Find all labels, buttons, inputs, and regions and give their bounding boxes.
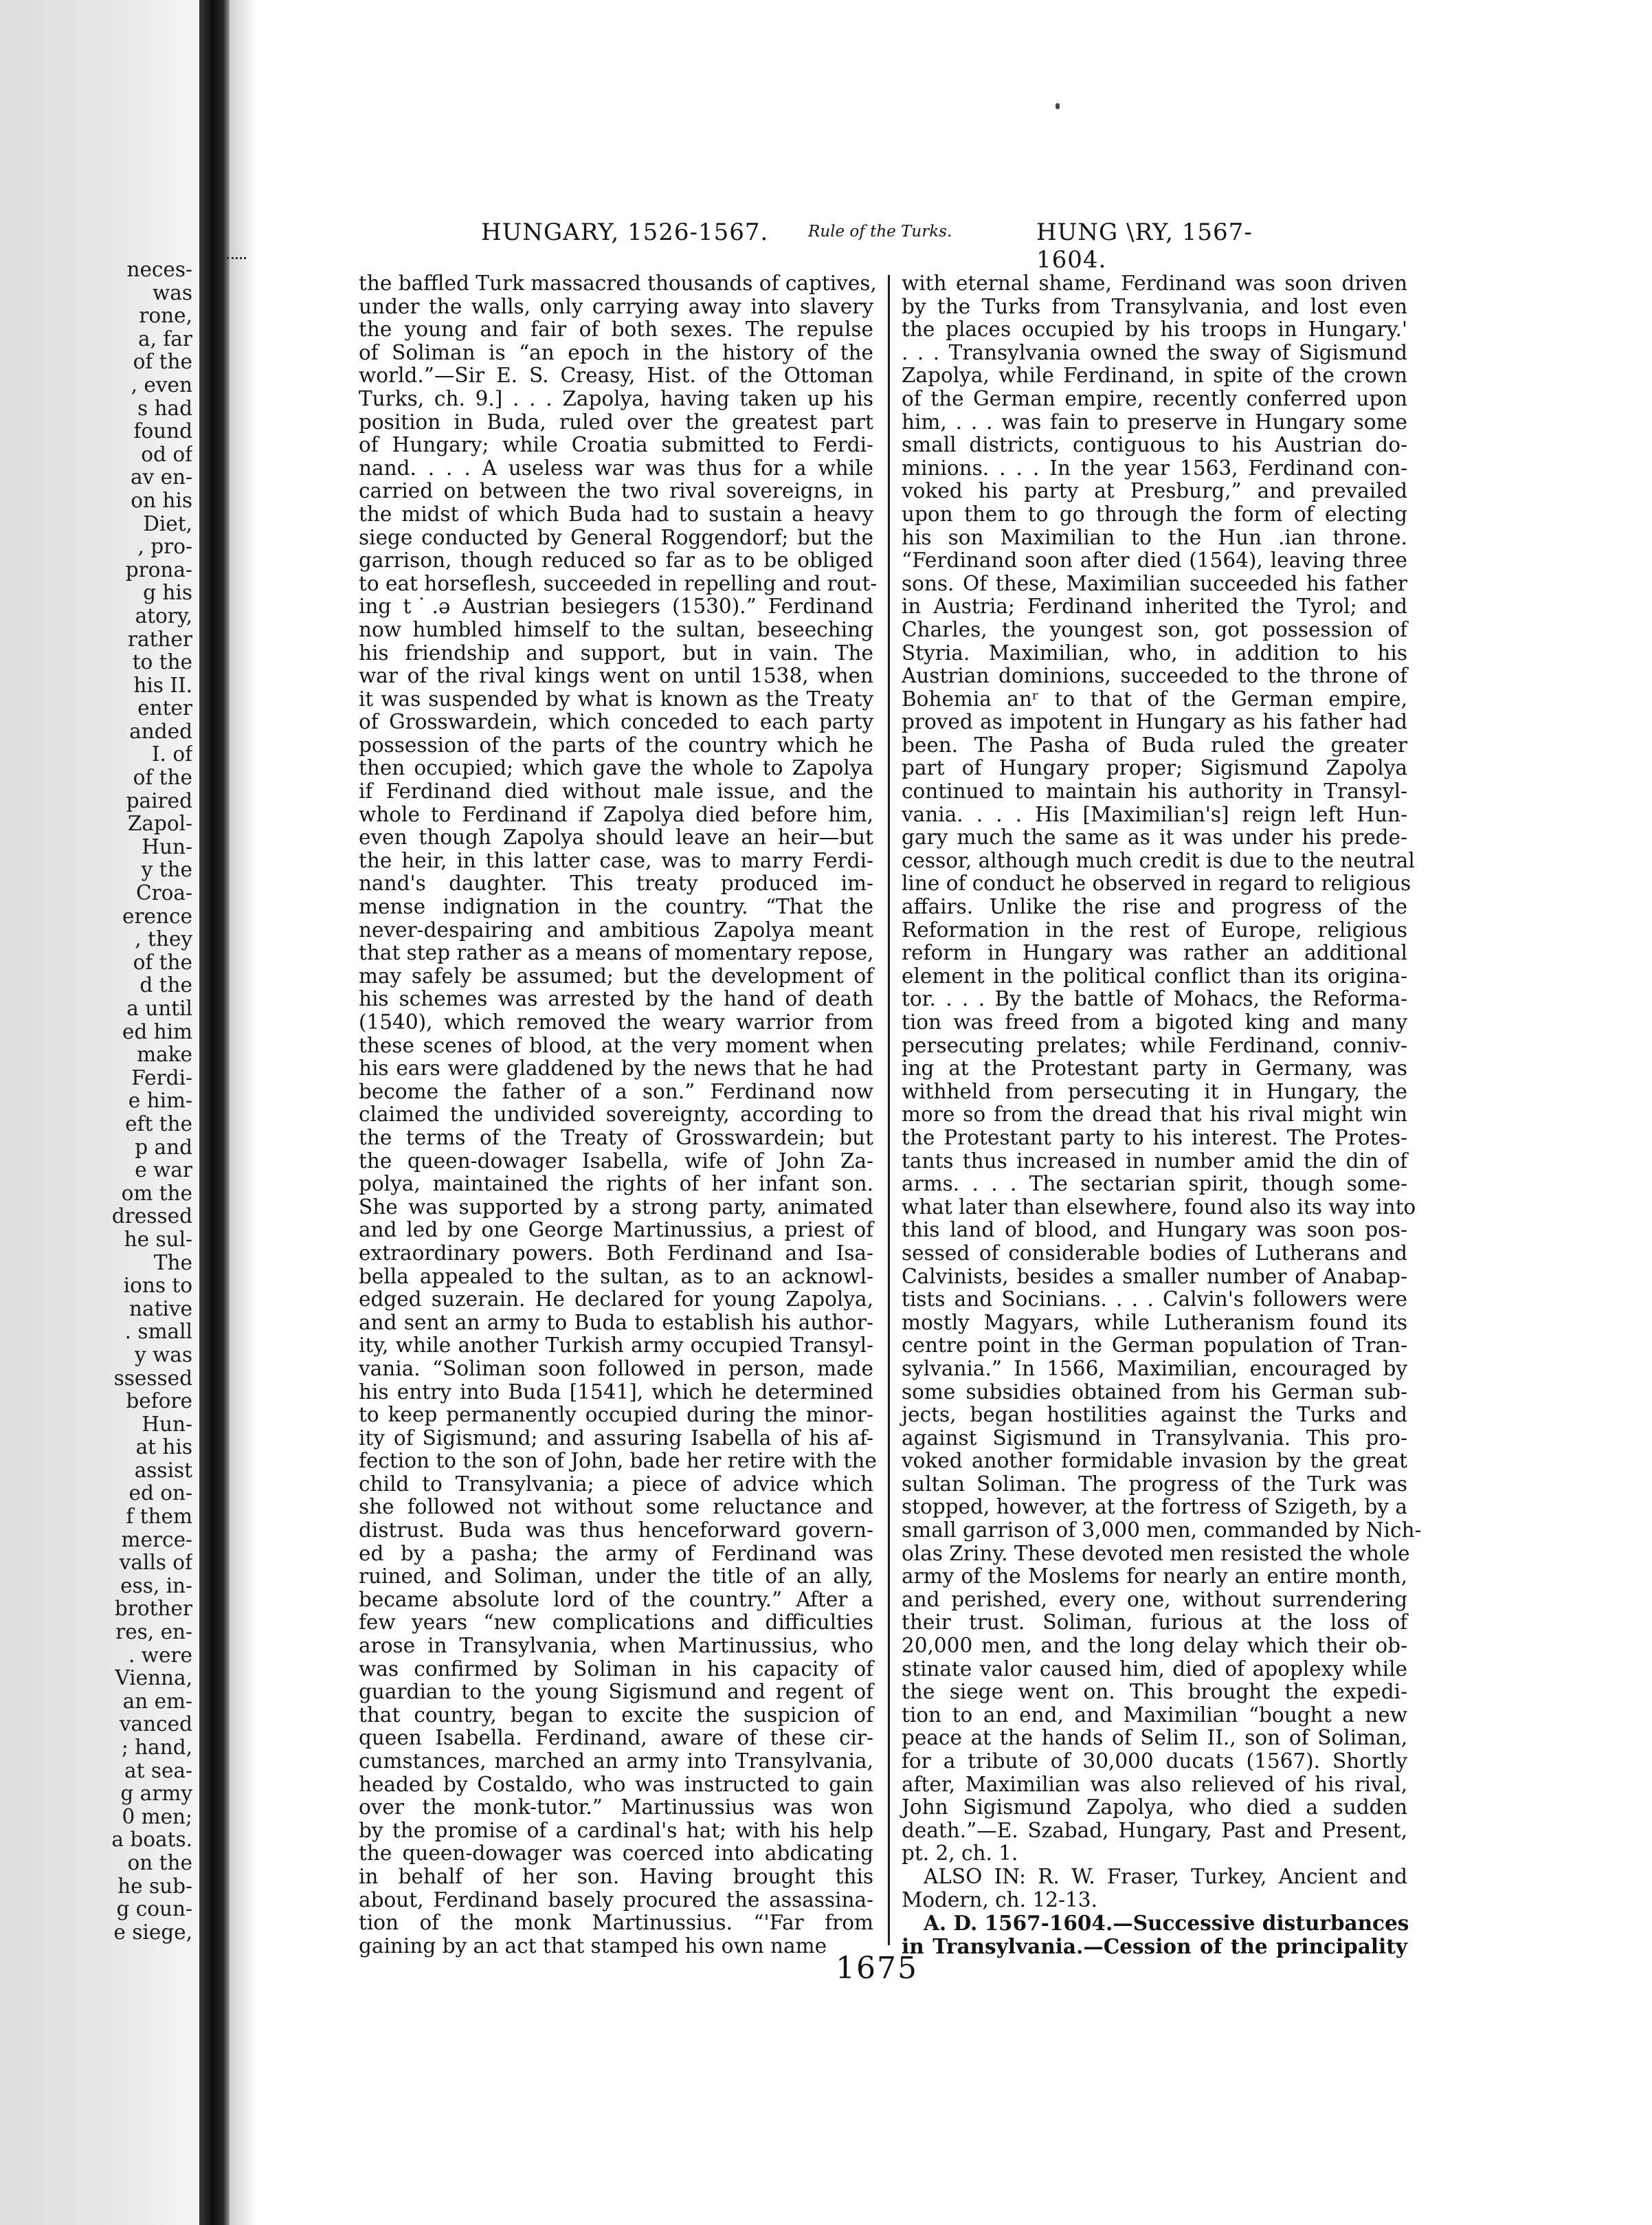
previous-page-fragment: enter — [137, 697, 192, 720]
previous-page-fragment: y was — [134, 1343, 192, 1366]
previous-page-fragment: assist — [134, 1459, 192, 1482]
text-line: vania. “Soliman soon followed in person, made — [359, 1356, 873, 1380]
previous-page-fragment: e war — [135, 1159, 192, 1182]
previous-page-fragment: atory, — [135, 604, 192, 628]
previous-page-fragment: . small — [124, 1320, 192, 1344]
previous-page-fragment: ions to — [123, 1274, 192, 1298]
text-line: element in the political conflict than its origina- — [902, 964, 1407, 988]
text-line: sons. Of these, Maximilian succeeded his father — [902, 571, 1407, 595]
previous-page-fragment: vanced — [119, 1713, 192, 1736]
text-line: the places occupied by his troops in Hungary.' — [902, 318, 1407, 342]
text-line: mostly Magyars, while Lutheranism found its — [902, 1310, 1407, 1334]
text-line: the siege went on. This brought the expedi- — [902, 1680, 1407, 1704]
text-line: of Soliman is “an epoch in the history of the — [359, 340, 873, 364]
previous-page-fragment: dressed — [111, 1205, 192, 1228]
text-line: of Grosswardein, which conceded to each party — [359, 710, 873, 734]
text-line: She was supported by a strong party, animated — [359, 1195, 873, 1219]
section-heading: in Transylvania.—Cession of the principality — [902, 1934, 1407, 1958]
text-line: pt. 2, ch. 1. — [902, 1841, 1018, 1866]
text-line: whole to Ferdinand if Zapolya died before him, — [359, 802, 873, 826]
text-line: the queen-dowager was coerced into abdicating — [359, 1841, 873, 1866]
text-line: reform in Hungary was rather an additional — [902, 941, 1407, 965]
previous-page-fragment: on the — [127, 1851, 192, 1874]
previous-page-fragment: found — [133, 420, 192, 443]
text-line: tor. . . . By the battle of Mohacs, the Reforma- — [902, 987, 1407, 1011]
text-line: became absolute lord of the country.” After a — [359, 1587, 873, 1611]
text-line: tion of the monk Martinussius. “'Far from — [359, 1911, 873, 1935]
previous-page-fragment: a, far — [138, 327, 192, 351]
previous-page-fragment: native — [129, 1297, 192, 1320]
text-line: the young and fair of both sexes. The repulse — [359, 318, 873, 342]
text-line: tion to an end, and Maximilian “bought a new — [902, 1703, 1407, 1727]
text-line: small garrison of 3,000 men, commanded by Nich- — [902, 1518, 1422, 1542]
text-line: Charles, the youngest son, got possession of — [902, 617, 1407, 641]
text-line: queen Isabella. Ferdinand, aware of these cir- — [359, 1726, 873, 1750]
previous-page-fragment: ; hand, — [121, 1736, 192, 1759]
previous-page-fragment: f them — [126, 1505, 192, 1529]
text-line: arms. . . . The sectarian spirit, though some- — [902, 1172, 1407, 1196]
text-line: guardian to the young Sigismund and regent of — [359, 1680, 873, 1704]
previous-page-fragment: rather — [127, 628, 192, 651]
text-line: jects, began hostilities against the Turks and — [902, 1403, 1407, 1427]
column-divider-rule — [888, 275, 890, 1945]
text-line: small districts, contiguous to his Austrian do- — [902, 433, 1407, 457]
text-line: extraordinary powers. Both Ferdinand and Isa- — [359, 1241, 873, 1265]
running-head-right: HUNG \RY, 1567-1604. — [1036, 219, 1253, 274]
text-line: Turks, ch. 9.] . . . Zapolya, having taken up his — [359, 386, 873, 410]
previous-page-fragment: of the — [133, 351, 192, 374]
text-line: the midst of which Buda had to sustain a heavy — [359, 502, 873, 526]
text-line: cessor, although much credit is due to the neutral — [902, 848, 1415, 872]
previous-page-fragment: valls of — [119, 1551, 192, 1575]
text-line: cumstances, marched an army into Transylvania, — [359, 1749, 873, 1773]
text-line: become the father of a son.” Ferdinand now — [359, 1079, 873, 1103]
previous-page-fragment: Hun- — [142, 1413, 192, 1436]
text-line: possession of the parts of the country which he — [359, 733, 873, 757]
text-line: bella appealed to the sultan, as to an acknowl- — [359, 1264, 873, 1288]
text-line: voked another formidable invasion by the great — [902, 1449, 1407, 1473]
previous-page-fragment: eft the — [125, 1112, 192, 1136]
text-line: claimed the undivided sovereignty, according to — [359, 1103, 873, 1127]
text-line: stinate valor caused him, died of apoplexy while — [902, 1657, 1407, 1681]
text-line: him, . . . was fain to preserve in Hungary some — [902, 410, 1407, 434]
text-line: fection to the son of John, bade her retire with the — [359, 1449, 877, 1473]
text-line: line of conduct he observed in regard to religious — [902, 872, 1411, 896]
text-line: edged suzerain. He declared for young Zapolya, — [359, 1287, 873, 1311]
previous-page-fragment: rone, — [139, 305, 192, 328]
text-line: his ears were gladdened by the news that he had — [359, 1056, 873, 1081]
text-line: ing at the Protestant party in Germany, was — [902, 1056, 1407, 1081]
previous-page-fragment: to the — [132, 651, 192, 674]
text-line: tants thus increased in number amid the din of — [902, 1149, 1407, 1173]
previous-page-fragment: make — [137, 1043, 192, 1067]
previous-page-fragment: , even — [131, 373, 192, 397]
text-line: after, Maximilian was also relieved of his rival, — [902, 1772, 1407, 1796]
previous-page-fragment: an em- — [122, 1690, 192, 1713]
previous-page-fragment: was — [153, 281, 192, 305]
text-line: few years “new complications and difficulties — [359, 1610, 873, 1635]
previous-page-fragment: of the — [133, 951, 192, 974]
right-text-column — [902, 272, 1422, 1958]
text-line: army of the Moslems for nearly an entire month, — [902, 1564, 1407, 1589]
text-line: about, Ferdinand basely procured the assassina- — [359, 1888, 873, 1912]
text-line: world.”—Sir E. S. Creasy, Hist. of the Ottoman — [359, 364, 873, 388]
text-line: it was suspended by what is known as the Treaty — [359, 687, 873, 711]
text-line: death.”—E. Szabad, Hungary, Past and Present, — [902, 1818, 1407, 1842]
text-line: the heir, in this latter case, was to marry Ferdi- — [359, 848, 873, 872]
previous-page-fragment: p and — [135, 1136, 192, 1159]
previous-page-fragment: res, en- — [115, 1621, 192, 1644]
text-line: minions. . . . In the year 1563, Ferdinand con- — [902, 456, 1407, 480]
text-line: nand. . . . A useless war was thus for a while — [359, 456, 873, 480]
text-line: under the walls, only carrying away into slavery — [359, 294, 873, 318]
text-line: ity, while another Turkish army occupied Transyl- — [359, 1333, 873, 1358]
previous-page-fragment: s had — [137, 397, 192, 420]
text-line: war of the rival kings went on until 1538, when — [359, 664, 873, 688]
previous-page-fragment: e siege, — [113, 1920, 192, 1944]
previous-page-fragment: his II. — [133, 674, 192, 697]
previous-page-fragment: erence — [122, 905, 192, 928]
text-line: and led by one George Martinussius, a priest of — [359, 1218, 873, 1242]
text-line: distrust. Buda was thus henceforward govern- — [359, 1518, 873, 1542]
text-line: ed by a pasha; the army of Ferdinand was — [359, 1541, 873, 1565]
previous-page-fragment: a boats. — [111, 1828, 192, 1852]
text-line: mense indignation in the country. “That the — [359, 895, 873, 919]
text-line: position in Buda, ruled over the greatest part — [359, 410, 873, 434]
text-line: to keep permanently occupied during the minor- — [359, 1403, 873, 1427]
text-line: tists and Socinians. . . . Calvin's followers were — [902, 1287, 1407, 1311]
text-line: then occupied; which gave the whole to Zapolya — [359, 756, 873, 780]
text-line: been. The Pasha of Buda ruled the greater — [902, 733, 1407, 757]
text-line: that step rather as a means of momentary repose, — [359, 941, 874, 965]
text-line: this land of blood, and Hungary was soon pos- — [902, 1218, 1407, 1242]
text-line: (1540), which removed the weary warrior from — [359, 1010, 873, 1034]
text-line: if Ferdinand died without male issue, and the — [359, 779, 873, 804]
left-text-column — [359, 272, 878, 1958]
text-line: against Sigismund in Transylvania. This pro- — [902, 1426, 1407, 1450]
text-line: and sent an army to Buda to establish his author- — [359, 1310, 873, 1334]
text-line: polya, maintained the rights of her infant son. — [359, 1172, 873, 1196]
text-line: now humbled himself to the sultan, beseeching — [359, 617, 873, 641]
text-line: siege conducted by General Roggendorf; but the — [359, 525, 873, 549]
previous-page-fragment: Vienna, — [115, 1667, 192, 1690]
previous-page-fragment: he sub- — [118, 1874, 192, 1898]
previous-page-fragment: , they — [135, 928, 192, 951]
text-line: she followed not without some reluctance and — [359, 1495, 873, 1519]
text-line: never-despairing and ambitious Zapolya meant — [359, 918, 873, 942]
text-line: his son Maximilian to the Hun .ian throne. — [902, 525, 1407, 549]
text-line: in behalf of her son. Having brought this — [359, 1864, 873, 1888]
previous-page-fragment: av en- — [130, 466, 192, 489]
text-line: vania. . . . His [Maximilian's] reign left Hun- — [902, 802, 1407, 826]
text-line: Calvinists, besides a smaller number of Anabap- — [902, 1264, 1407, 1288]
page-number: 1675 — [836, 1951, 918, 1986]
previous-page-fragment: paired — [126, 789, 192, 812]
text-line: may safely be assumed; but the development of — [359, 964, 873, 988]
text-line: some subsidies obtained from his German sub- — [902, 1380, 1407, 1404]
gutter-shadow — [230, 0, 257, 2225]
text-line: Bohemia anʳ to that of the German empire, — [902, 687, 1407, 711]
previous-page-fragment: ess, in- — [120, 1574, 192, 1597]
text-line: his entry into Buda [1541], which he determined — [359, 1380, 873, 1404]
previous-page-fragment: ssessed — [113, 1366, 192, 1390]
previous-page-fragment: om the — [121, 1182, 192, 1205]
text-line: of the German empire, recently conferred upon — [902, 386, 1407, 410]
text-line: over the monk-tutor.” Martinussius was won — [359, 1795, 873, 1819]
previous-page-fragment: merce- — [121, 1528, 192, 1551]
text-line: even though Zapolya should leave an heir—but — [359, 826, 873, 850]
text-line: by the Turks from Transylvania, and lost even — [902, 294, 1407, 318]
text-line: part of Hungary proper; Sigismund Zapolya — [902, 756, 1407, 780]
previous-page-fragment: prona- — [125, 558, 192, 582]
text-line: tion was freed from a bigoted king and many — [902, 1010, 1407, 1034]
text-line: ruined, and Soliman, under the title of an ally, — [359, 1564, 873, 1589]
previous-page-fragment: Zapol- — [127, 812, 192, 836]
previous-page-fragment: of the — [133, 766, 192, 790]
text-line: the baffled Turk massacred thousands of captives, — [359, 272, 877, 295]
text-line: the terms of the Treaty of Grosswardein; but — [359, 1125, 873, 1149]
previous-page-margin — [0, 0, 199, 2225]
text-line: voked his party at Presburg,” and prevailed — [902, 479, 1407, 503]
running-head-center: Rule of the Turks. — [808, 223, 952, 241]
book-binding-gutter — [199, 0, 230, 2225]
previous-page-fragment: Diet, — [143, 512, 192, 535]
text-line: proved as impotent in Hungary as his father had — [902, 710, 1407, 734]
previous-page-fragment: . were — [128, 1643, 192, 1667]
text-line: . . . Transylvania owned the sway of Sigismund — [902, 340, 1407, 364]
text-line: sultan Soliman. The progress of the Turk was — [902, 1472, 1407, 1496]
text-line: was confirmed by Soliman in his capacity of — [359, 1657, 873, 1681]
text-line: in Austria; Ferdinand inherited the Tyrol; and — [902, 595, 1407, 619]
previous-page-fragment: 0 men; — [122, 1805, 192, 1828]
text-line: sylvania.” In 1566, Maximilian, encouraged by — [902, 1356, 1407, 1380]
text-line: olas Zriny. These devoted men resisted the whole — [902, 1541, 1410, 1565]
text-line: ity of Sigismund; and assuring Isabella of his af- — [359, 1426, 873, 1450]
previous-page-fragment: at his — [135, 1436, 192, 1459]
previous-page-fragment: g coun- — [116, 1898, 192, 1921]
text-line: more so from the dread that his rival might win — [902, 1103, 1407, 1127]
previous-page-fragment: d the — [139, 974, 192, 997]
text-line: child to Transylvania; a piece of advice which — [359, 1472, 873, 1496]
text-line: the queen-dowager Isabella, wife of John Za- — [359, 1149, 873, 1173]
text-line: upon them to go through the form of electing — [902, 502, 1407, 526]
text-line: Styria. Maximilian, who, in addition to his — [902, 641, 1407, 665]
text-line: his friendship and support, but in vain. The — [359, 641, 873, 665]
previous-page-fragment: anded — [129, 720, 192, 743]
previous-page-fragment: brother — [114, 1597, 192, 1621]
previous-page-fragment: a until — [126, 997, 192, 1020]
running-head — [481, 219, 1306, 274]
text-line: his schemes was arrested by the hand of death — [359, 987, 873, 1011]
running-head-left: HUNGARY, 1526-1567. — [481, 219, 769, 246]
text-line: withheld from persecuting it in Hungary, the — [902, 1079, 1407, 1103]
text-line: for a tribute of 30,000 ducats (1567). Shortly — [902, 1749, 1407, 1773]
text-line: affairs. Unlike the rise and progress of the — [902, 895, 1407, 919]
text-line: centre point in the German population of Tran- — [902, 1333, 1407, 1358]
previous-page-fragment: g his — [143, 582, 192, 605]
previous-page-fragment: at sea- — [124, 1759, 192, 1782]
text-line: gary much the same as it was under his prede- — [902, 826, 1407, 850]
text-line: stopped, however, at the fortress of Szigeth, by a — [902, 1495, 1407, 1519]
text-line: headed by Costaldo, who was instructed to gain — [359, 1772, 873, 1796]
text-line: Austrian dominions, succeeded to the throne of — [902, 664, 1407, 688]
previous-page-fragment: e him- — [128, 1089, 192, 1113]
text-line: 20,000 men, and the long delay which their ob- — [902, 1634, 1407, 1658]
text-line: gaining by an act that stamped his own name — [359, 1934, 827, 1958]
text-line: with eternal shame, Ferdinand was soon driven — [902, 272, 1407, 295]
text-line: of Hungary; while Croatia submitted to Ferdi- — [359, 433, 873, 457]
text-line: garrison, though reduced so far as to be obliged — [359, 549, 873, 573]
previous-page-fragment: ed him — [122, 1020, 192, 1043]
margin-tick-mark — [227, 257, 246, 261]
also-in-reference: ALSO IN: R. W. Fraser, Turkey, Ancient and — [924, 1864, 1407, 1888]
text-line: sessed of considerable bodies of Lutherans and — [902, 1241, 1407, 1265]
text-line: persecuting prelates; while Ferdinand, conniv- — [902, 1033, 1407, 1057]
previous-page-fragment: neces- — [126, 258, 192, 281]
text-line: that country, began to excite the suspicion of — [359, 1703, 873, 1727]
ink-speck — [1056, 103, 1060, 109]
text-line: “Ferdinand soon after died (1564), leaving three — [902, 549, 1407, 573]
text-line: John Sigismund Zapolya, who died a sudden — [902, 1795, 1407, 1819]
text-line: arose in Transylvania, when Martinussius, who — [359, 1634, 873, 1658]
previous-page-fragment: g army — [120, 1782, 192, 1806]
text-line: Zapolya, while Ferdinand, in spite of the crown — [902, 364, 1407, 388]
previous-page-fragment: , pro- — [137, 535, 192, 559]
previous-page-fragment: he sul- — [124, 1228, 192, 1251]
also-in-reference: Modern, ch. 12-13. — [902, 1888, 1097, 1912]
section-heading: A. D. 1567-1604.—Successive disturbances — [924, 1911, 1409, 1936]
text-line: and perished, every one, without surrendering — [902, 1587, 1407, 1611]
previous-page-fragment: on his — [131, 489, 192, 512]
previous-page-fragment: ed on- — [129, 1482, 192, 1505]
text-line: Reformation in the rest of Europe, religious — [902, 918, 1407, 942]
previous-page-fragment: The — [153, 1251, 192, 1274]
text-line: by the promise of a cardinal's hat; with his help — [359, 1818, 873, 1842]
previous-page-fragment: before — [126, 1390, 192, 1413]
text-line: their trust. Soliman, furious at the loss of — [902, 1610, 1407, 1635]
previous-page-fragment: od of — [141, 443, 192, 466]
text-line: these scenes of blood, at the very moment when — [359, 1033, 873, 1057]
previous-page-fragment: Hun- — [142, 835, 192, 859]
text-line: nand's daughter. This treaty produced im- — [359, 872, 873, 896]
previous-page-fragment: Croa- — [136, 882, 192, 905]
previous-page-text-fragments — [0, 258, 192, 1944]
text-line: carried on between the two rival sovereigns, in — [359, 479, 873, 503]
previous-page-fragment: y the — [141, 859, 192, 882]
text-line: continued to maintain his authority in Transyl- — [902, 779, 1407, 804]
text-line: what later than elsewhere, found also its way into — [902, 1195, 1416, 1219]
previous-page-fragment: Ferdi- — [131, 1066, 192, 1089]
text-line: peace at the hands of Selim II., son of Soliman, — [902, 1726, 1407, 1750]
text-line: ing t˙.ə Austrian besiegers (1530).” Ferdinand — [359, 595, 873, 619]
text-line: the Protestant party to his interest. The Protes- — [902, 1125, 1407, 1149]
previous-page-fragment: I. of — [151, 743, 192, 766]
text-line: to eat horseflesh, succeeded in repelling and rout- — [359, 571, 878, 595]
